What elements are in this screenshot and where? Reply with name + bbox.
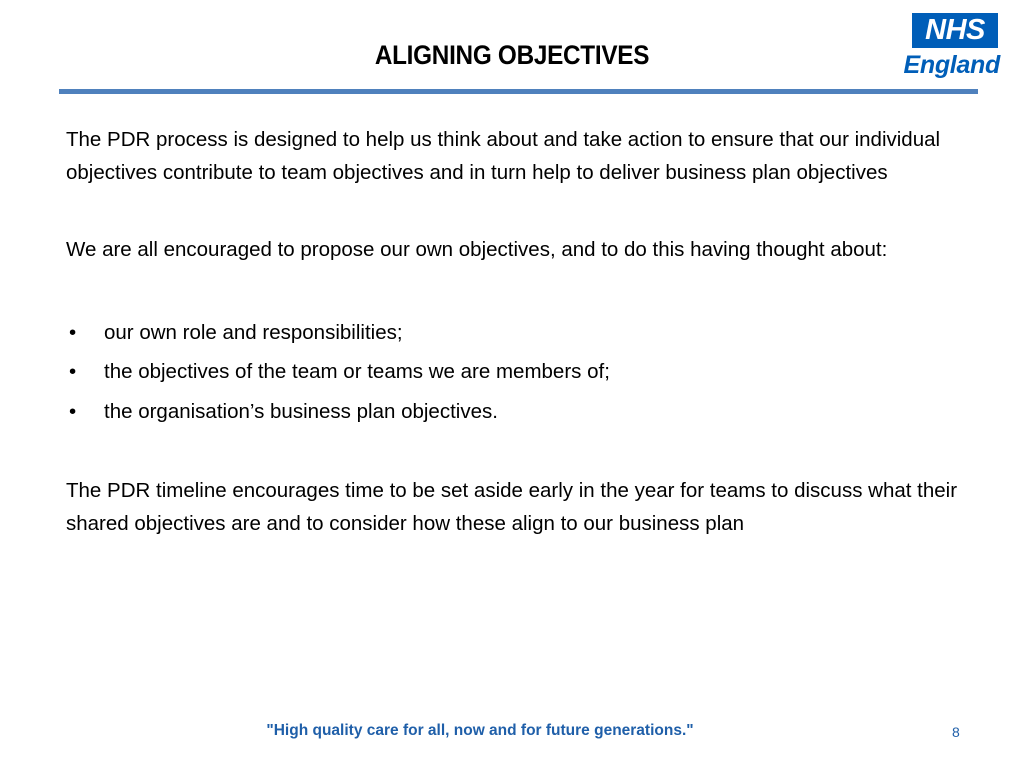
bullet-icon: •: [69, 320, 77, 344]
paragraph-propose-objectives: We are all encouraged to propose our own objectives, and to do this having thought about:: [66, 238, 888, 261]
nhs-england-logo: [890, 13, 1002, 81]
bullet-list: [66, 313, 986, 432]
paragraph-pdr-process: The PDR process is designed to help us think about and take action to ensure that our individual objectives contribute to team objectives and in turn help to deliver business plan objectives: [66, 128, 941, 184]
slide-body: [66, 124, 986, 540]
nhs-logo-england-text: England: [903, 51, 1000, 79]
nhs-logo-box: NHS: [912, 13, 998, 48]
list-item-text: the objectives of the team or teams we are members of;: [104, 360, 610, 383]
slide-title: ALIGNING OBJECTIVES: [374, 40, 650, 70]
bullet-icon: •: [69, 360, 77, 383]
footer-quote-text: "High quality care for all, now and for future generations.": [266, 722, 694, 739]
footer-quote: [0, 722, 960, 740]
paragraph-pdr-timeline: The PDR timeline encourages time to be set aside early in the year for teams to discuss what their shared objectives are and to consider how these align to our business plan: [66, 479, 958, 535]
page-number: 8: [952, 724, 960, 740]
list-item: [66, 313, 986, 353]
list-item: [66, 392, 986, 432]
bullet-icon: •: [69, 399, 77, 423]
list-item-text: our own role and responsibilities;: [104, 320, 403, 344]
list-item: [66, 352, 986, 392]
title-divider: [59, 89, 978, 94]
list-item-text: the organisation’s business plan objectives.: [104, 399, 498, 423]
